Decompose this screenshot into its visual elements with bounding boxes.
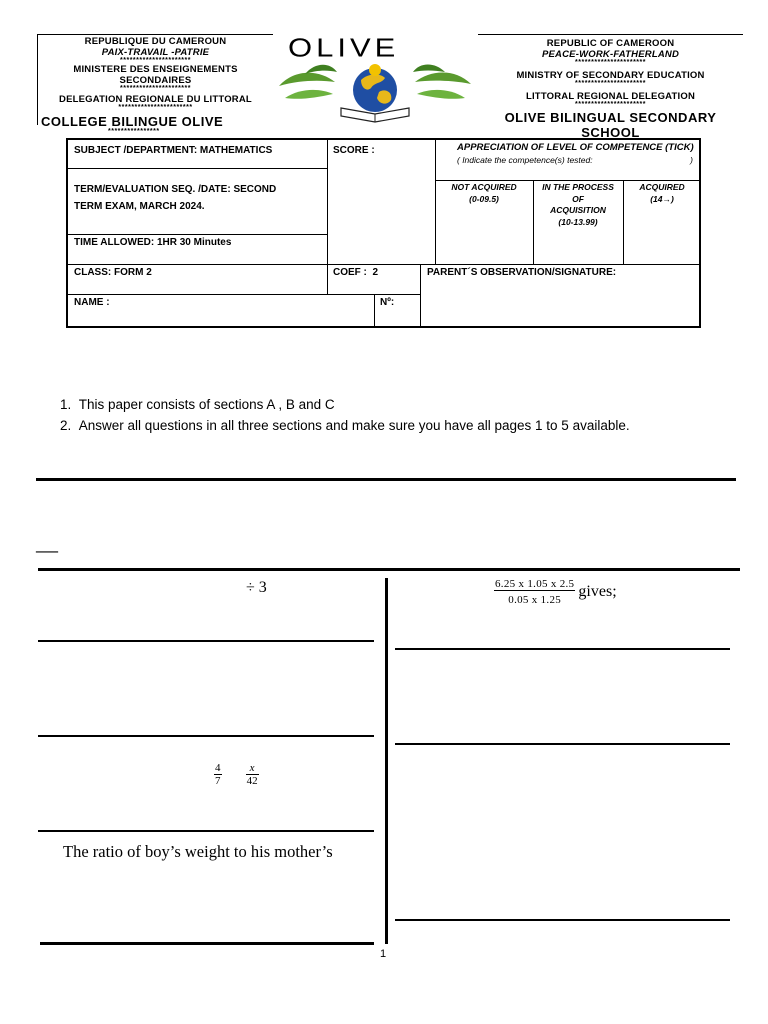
table-divider [68, 294, 420, 295]
coef-label: COEF : 2 [333, 267, 379, 278]
fraction-expression [494, 578, 617, 606]
header-left-block [37, 34, 273, 135]
country-en: REPUBLIC OF CAMEROON [546, 38, 675, 49]
header-right-block [478, 34, 743, 140]
instruction-item: 1. This paper consists of sections A , B and C [60, 397, 335, 412]
separator-stars: ********************** [575, 80, 646, 87]
score-label: SCORE : [333, 145, 375, 156]
term-label: TERM/EVALUATION SEQ. /DATE: SECOND TERM EXAM, MARCH 2024. [74, 184, 277, 212]
instruction-item: 2. Answer all questions in all three sections and make sure you have all pages 1 to 5 available. [60, 418, 630, 433]
dash-mark: — [36, 537, 58, 562]
column-divider [385, 578, 388, 944]
table-divider [327, 264, 328, 294]
separator-stars: ********************** [120, 85, 191, 92]
table-divider [327, 140, 328, 264]
competence-indicator: ( Indicate the competence(s) tested: ) [457, 155, 693, 165]
school-name-en-2: SCHOOL [581, 125, 640, 140]
parent-observation-label: PARENT´S OBSERVATION/SIGNATURE: [427, 267, 617, 278]
delegation-en: LITTORAL REGIONAL DELEGATION [525, 91, 696, 102]
motto-en: PEACE-WORK-FATHERLAND [541, 49, 679, 60]
ratio-question-text: The ratio of boy’s weight to his mother’s [63, 842, 333, 861]
ministry-en: MINISTRY OF SECONDARY EDUCATION [516, 70, 705, 81]
not-acquired-header: NOT ACQUIRED (0-09.5) [451, 182, 517, 204]
table-divider [374, 294, 375, 326]
exam-info-table [66, 138, 701, 328]
answer-rule [395, 919, 730, 921]
divide-expression: ÷ 3 [246, 579, 267, 596]
acquired-header: ACQUIRED (14→) [639, 182, 685, 204]
logo-title: OLIVE [288, 32, 400, 63]
table-divider [435, 180, 701, 181]
table-divider [420, 264, 421, 294]
page-number: 1 [380, 948, 387, 960]
fraction-4-7: $\frac{4}{7}$ [215, 762, 221, 787]
gives-text: gives; [578, 583, 617, 600]
motto-fr: PAIX-TRAVAIL -PATRIE [101, 47, 210, 58]
separator-stars: ********************** [120, 57, 191, 64]
ministry-fr-1: MINISTERE DES ENSEIGNEMENTS [73, 64, 238, 75]
school-logo [275, 58, 475, 124]
time-allowed: TIME ALLOWED: 1HR 30 Minutes [74, 237, 232, 248]
separator-stars: *********************** [118, 104, 193, 111]
name-label: NAME : [74, 297, 110, 308]
separator-stars: **************** [108, 128, 160, 135]
answer-rule [38, 735, 374, 737]
separator-stars: ********************** [575, 59, 646, 66]
country-fr: REPUBLIQUE DU CAMEROUN [84, 36, 227, 47]
fraction-expression [214, 762, 259, 787]
answer-rule [395, 648, 730, 650]
in-process-header: IN THE PROCESS OF ACQUISITION (10-13.99) [542, 182, 614, 227]
answer-rule [38, 830, 374, 832]
fraction-x-42: $\frac{x}{42}$ [246, 762, 258, 787]
product-fraction: $\frac{6.25 x 1.05 x 2.5}{0.05 x 1.25}$ [495, 578, 575, 606]
table-divider [68, 168, 327, 169]
answer-rule [38, 640, 374, 642]
section-rule [36, 478, 736, 481]
class-label: CLASS: FORM 2 [74, 267, 152, 278]
school-name-fr: COLLEGE BILINGUE OLIVE [41, 114, 224, 129]
section-rule [38, 568, 740, 571]
number-label: Nº: [380, 297, 395, 308]
school-name-en-1: OLIVE BILINGUAL SECONDARY [504, 110, 717, 125]
answer-rule [395, 743, 730, 745]
separator-stars: ********************** [575, 101, 646, 108]
appreciation-label: APPRECIATION OF LEVEL OF COMPETENCE (TICK) [457, 142, 694, 153]
subject-label: SUBJECT /DEPARTMENT: MATHEMATICS [74, 145, 273, 156]
delegation-fr: DELEGATION REGIONALE DU LITTORAL [59, 94, 252, 105]
table-divider [420, 294, 421, 326]
ministry-fr-2: SECONDAIRES [119, 75, 192, 86]
answer-rule [40, 942, 374, 945]
